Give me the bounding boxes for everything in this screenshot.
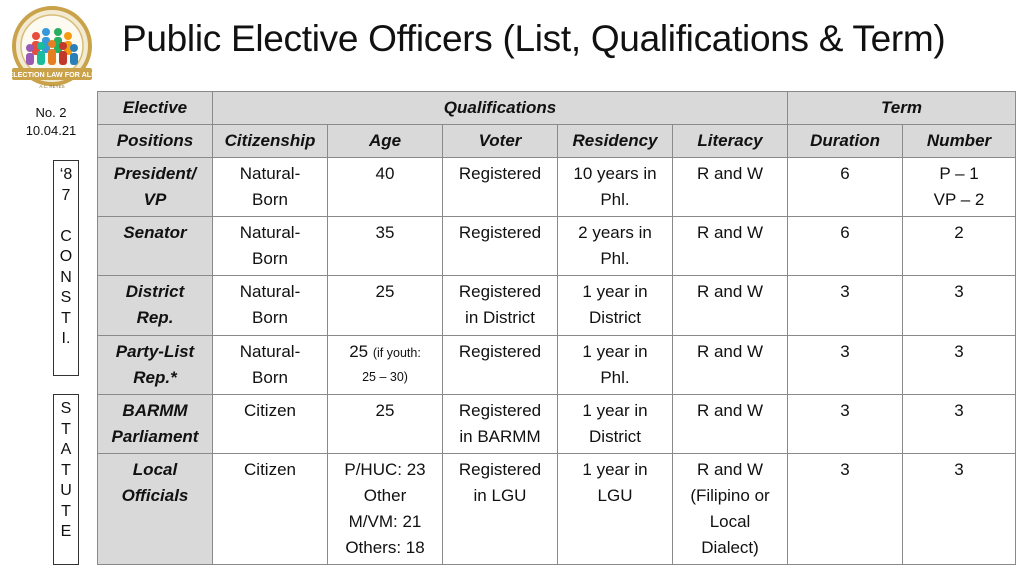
number-line: 3 xyxy=(954,282,964,302)
age-note: 25 – 30) xyxy=(362,369,408,384)
statute-letter: T xyxy=(61,420,71,438)
cell-number xyxy=(903,158,1016,217)
position-line: Officials xyxy=(121,485,189,505)
literacy-line: R and W xyxy=(696,223,764,243)
cell-duration xyxy=(788,335,903,394)
cell-age xyxy=(328,394,443,453)
cell-literacy xyxy=(673,158,788,217)
position-line: District xyxy=(125,282,185,302)
cell-voter xyxy=(443,217,558,276)
voter-line: Registered xyxy=(458,459,542,479)
cell-residency xyxy=(558,335,673,394)
position-line: VP xyxy=(143,190,167,210)
statute-letter: A xyxy=(60,441,72,458)
citizenship-line: Born xyxy=(252,367,288,387)
page-title: Public Elective Officers (List, Qualifications & Term) xyxy=(122,18,946,59)
constitution-label xyxy=(53,160,79,376)
table-row xyxy=(98,453,1016,564)
cell-age xyxy=(328,158,443,217)
logo-text: ELECTION LAW FOR ALL xyxy=(8,70,96,79)
age-line: M/VM: 21 xyxy=(348,511,422,531)
col-header: Voter xyxy=(443,125,558,158)
consti-letter: I. xyxy=(61,330,71,347)
consti-letter: T xyxy=(61,309,71,327)
citizenship-line: Natural- xyxy=(239,282,301,302)
position-line: Parliament xyxy=(111,426,199,446)
literacy-line: Dialect) xyxy=(701,537,759,557)
voter-line: Registered xyxy=(458,400,542,420)
duration-line: 3 xyxy=(840,282,850,302)
citizenship-line: Born xyxy=(252,190,288,210)
citizenship-line: Natural- xyxy=(239,341,301,361)
cell-duration xyxy=(788,453,903,564)
voter-line: in LGU xyxy=(473,485,527,505)
cell-voter xyxy=(443,276,558,335)
residency-line: District xyxy=(589,308,641,328)
header-elective: Elective xyxy=(98,92,213,125)
cell-voter xyxy=(443,335,558,394)
residency-line: 1 year in xyxy=(582,341,648,361)
logo-subtext: A.C. REYES xyxy=(39,84,65,89)
cell-number xyxy=(903,394,1016,453)
col-header: Citizenship xyxy=(213,125,328,158)
residency-line: Phl. xyxy=(600,367,630,387)
cell-number xyxy=(903,276,1016,335)
residency-line: 1 year in xyxy=(582,400,648,420)
voter-line: in BARMM xyxy=(459,426,541,446)
duration-line: 3 xyxy=(840,400,850,420)
col-header: Positions xyxy=(98,125,213,158)
duration-line: 6 xyxy=(840,223,850,243)
cell-position xyxy=(98,453,213,564)
position-line: Party-List xyxy=(115,341,195,361)
cell-citizenship xyxy=(213,335,328,394)
citizenship-line: Natural- xyxy=(239,223,301,243)
age-line xyxy=(332,339,438,366)
age-line: Others: 18 xyxy=(345,537,425,557)
cell-duration xyxy=(788,276,903,335)
cell-age xyxy=(328,335,443,394)
cell-literacy xyxy=(673,453,788,564)
col-header: Residency xyxy=(558,125,673,158)
cell-position xyxy=(98,394,213,453)
residency-line: 2 years in xyxy=(578,223,652,243)
position-line: Local xyxy=(132,459,178,479)
number-line: 3 xyxy=(954,459,964,479)
election-law-logo xyxy=(6,6,98,94)
table-row xyxy=(98,394,1016,453)
cell-number xyxy=(903,217,1016,276)
cell-citizenship xyxy=(213,276,328,335)
column-header-row xyxy=(98,125,1016,158)
group-header-row xyxy=(98,92,1016,125)
cell-position xyxy=(98,276,213,335)
position-line: Rep.* xyxy=(133,367,177,387)
voter-line: Registered xyxy=(458,282,542,302)
consti-letter: 7 xyxy=(61,186,71,204)
voter-line: Registered xyxy=(458,223,542,243)
cell-citizenship xyxy=(213,217,328,276)
literacy-line: (Filipino or xyxy=(690,485,770,505)
age-line: 25 xyxy=(375,282,395,302)
position-line: President/ xyxy=(113,164,197,184)
duration-line: 6 xyxy=(840,164,850,184)
cell-literacy xyxy=(673,335,788,394)
cell-position xyxy=(98,335,213,394)
crowd-emblem-icon xyxy=(6,6,98,94)
residency-line: 10 years in xyxy=(573,164,657,184)
position-line: Rep. xyxy=(136,308,174,328)
col-header: Number xyxy=(903,125,1016,158)
cell-number xyxy=(903,335,1016,394)
table-row xyxy=(98,276,1016,335)
cell-age xyxy=(328,217,443,276)
table-row xyxy=(98,335,1016,394)
slide-number: No. 2 xyxy=(35,105,67,120)
cell-literacy xyxy=(673,394,788,453)
consti-letter: S xyxy=(60,289,72,306)
literacy-line: Local xyxy=(709,511,751,531)
cell-voter xyxy=(443,158,558,217)
age-line: P/HUC: 23 xyxy=(344,459,426,479)
citizenship-line: Citizen xyxy=(244,459,296,479)
citizenship-line: Born xyxy=(252,249,288,269)
residency-line: LGU xyxy=(597,485,633,505)
literacy-line: R and W xyxy=(696,400,764,420)
number-line: 3 xyxy=(954,400,964,420)
voter-line: Registered xyxy=(458,341,542,361)
literacy-line: R and W xyxy=(696,164,764,184)
duration-line: 3 xyxy=(840,459,850,479)
table-row xyxy=(98,217,1016,276)
age-value: 25 xyxy=(349,341,369,361)
cell-literacy xyxy=(673,217,788,276)
position-line: BARMM xyxy=(122,400,188,420)
residency-line: 1 year in xyxy=(582,282,648,302)
consti-letter: N xyxy=(60,268,72,286)
number-line: VP – 2 xyxy=(933,190,985,210)
cell-age xyxy=(328,453,443,564)
age-line: 35 xyxy=(375,223,395,243)
number-line: 2 xyxy=(954,223,964,243)
consti-letter xyxy=(54,206,78,227)
age-line: 40 xyxy=(375,164,395,184)
col-header: Age xyxy=(328,125,443,158)
consti-letter: ‘8 xyxy=(59,166,73,183)
duration-line: 3 xyxy=(840,341,850,361)
cell-position xyxy=(98,217,213,276)
literacy-line: R and W xyxy=(696,282,764,302)
residency-line: Phl. xyxy=(600,190,630,210)
cell-residency xyxy=(558,453,673,564)
cell-citizenship xyxy=(213,453,328,564)
cell-citizenship xyxy=(213,158,328,217)
cell-literacy xyxy=(673,276,788,335)
age-line: Other xyxy=(363,485,407,505)
col-header: Duration xyxy=(788,125,903,158)
statute-letter: S xyxy=(60,400,72,417)
citizenship-line: Natural- xyxy=(239,164,301,184)
residency-line: Phl. xyxy=(600,249,630,269)
residency-line: District xyxy=(589,426,641,446)
header-qualifications: Qualifications xyxy=(213,92,788,125)
number-line: 3 xyxy=(954,341,964,361)
header-term: Term xyxy=(788,92,1016,125)
cell-residency xyxy=(558,217,673,276)
statute-label xyxy=(53,394,79,565)
cell-residency xyxy=(558,276,673,335)
residency-line: 1 year in xyxy=(582,459,648,479)
cell-age xyxy=(328,276,443,335)
statute-letter: E xyxy=(60,523,72,540)
col-header: Literacy xyxy=(673,125,788,158)
slide-date: 10.04.21 xyxy=(25,123,77,138)
voter-line: Registered xyxy=(458,164,542,184)
cell-voter xyxy=(443,394,558,453)
statute-letter: U xyxy=(60,482,72,499)
cell-number xyxy=(903,453,1016,564)
cell-voter xyxy=(443,453,558,564)
slide-number-block xyxy=(14,104,88,140)
cell-position xyxy=(98,158,213,217)
cell-citizenship xyxy=(213,394,328,453)
table-row xyxy=(98,158,1016,217)
number-line: P – 1 xyxy=(939,164,979,184)
cell-residency xyxy=(558,158,673,217)
cell-duration xyxy=(788,217,903,276)
literacy-line: R and W xyxy=(696,459,764,479)
statute-letter: T xyxy=(61,502,71,520)
statute-letter: T xyxy=(61,461,71,479)
consti-letter: O xyxy=(59,248,73,265)
cell-residency xyxy=(558,394,673,453)
cell-duration xyxy=(788,394,903,453)
voter-line: in District xyxy=(465,308,535,328)
consti-letter: C xyxy=(60,227,72,245)
age-line: 25 xyxy=(375,400,395,420)
elective-officers-table xyxy=(97,91,1016,565)
literacy-line: R and W xyxy=(696,341,764,361)
citizenship-line: Born xyxy=(252,308,288,328)
cell-duration xyxy=(788,158,903,217)
citizenship-line: Citizen xyxy=(244,400,296,420)
age-note: (if youth: xyxy=(372,345,421,360)
position-line: Senator xyxy=(123,223,187,243)
